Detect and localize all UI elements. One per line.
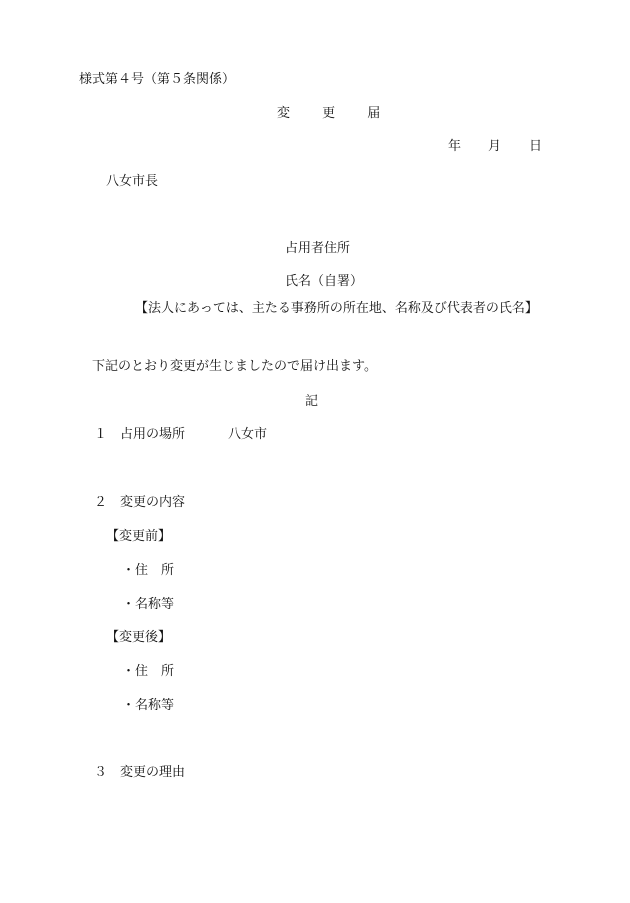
item3-label: 変更の理由	[120, 765, 186, 780]
addressee: 八女市長	[106, 174, 159, 189]
applicant-address-label: 占用者住所	[285, 241, 351, 256]
intro-text: 下記のとおり変更が生じましたので届け出ます。	[92, 359, 377, 374]
before-name-label: ・名称等	[122, 597, 175, 612]
after-heading: 【変更後】	[106, 630, 172, 645]
after-address-label: ・住 所	[122, 664, 175, 679]
after-name-label: ・名称等	[122, 698, 175, 713]
document-title: 変 更 届	[277, 106, 395, 121]
date-month-label: 月	[488, 139, 502, 154]
before-address-label: ・住 所	[122, 563, 175, 578]
item2-label: 変更の内容	[120, 495, 186, 510]
item1-label: 占用の場所	[120, 427, 186, 442]
date-day-label: 日	[529, 139, 543, 154]
item1-value: 八女市	[228, 427, 268, 442]
corporate-note: 【法人にあっては、主たる事務所の所在地、名称及び代表者の氏名】	[135, 301, 538, 316]
before-heading: 【変更前】	[106, 529, 172, 544]
form-number: 様式第４号（第５条関係）	[79, 72, 236, 87]
item2-number: ２	[94, 495, 108, 510]
item3-number: ３	[94, 765, 108, 780]
applicant-name-label: 氏名（自署）	[285, 274, 364, 289]
ki-heading: 記	[305, 394, 319, 409]
date-year-label: 年	[448, 139, 462, 154]
item1-number: １	[94, 427, 108, 442]
